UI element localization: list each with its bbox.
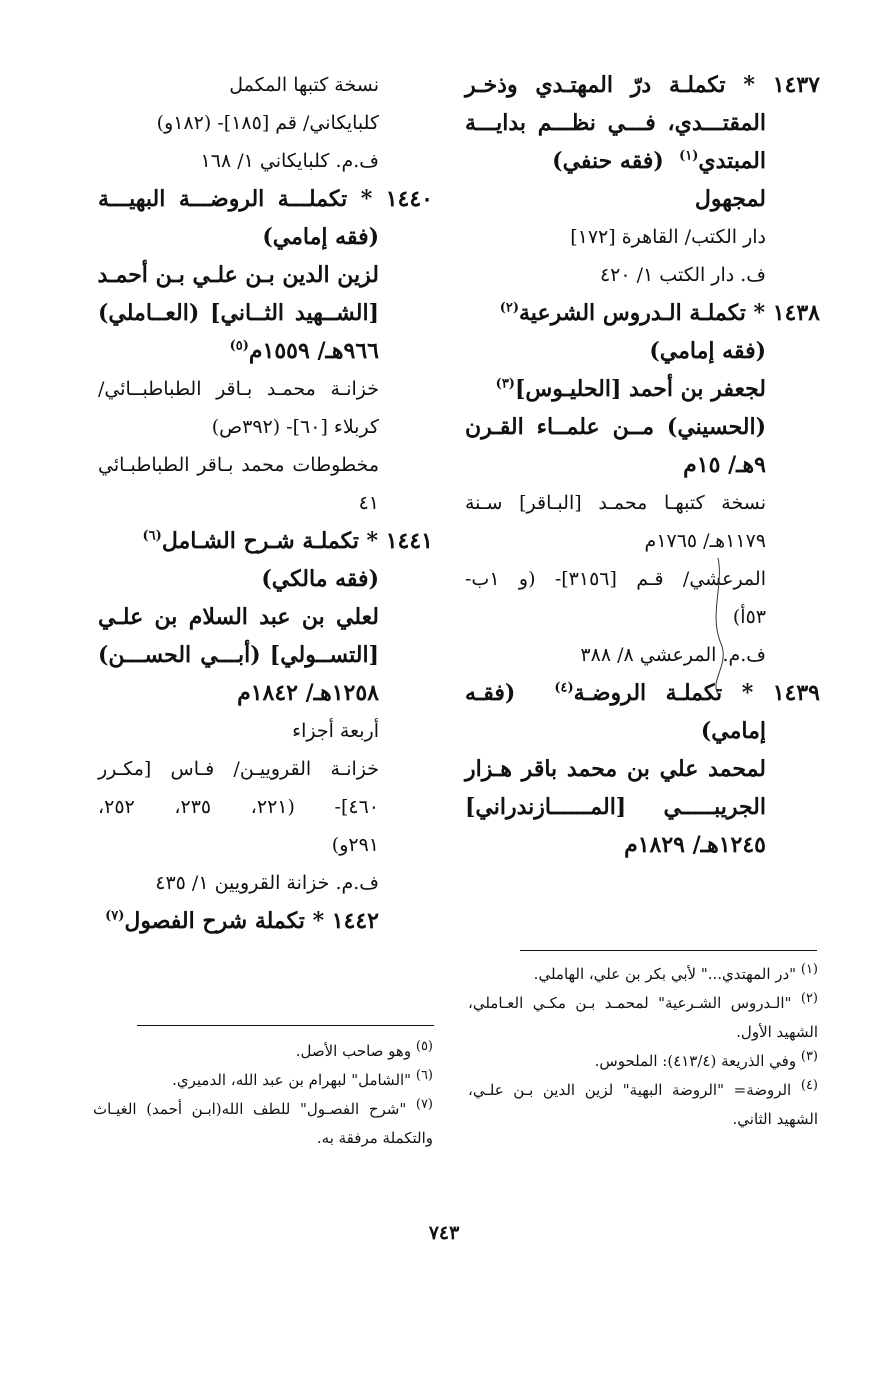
entry-line — [98, 256, 433, 294]
subject-label: (فقـه — [465, 680, 555, 706]
entry-text: ١٤٣٧ * تكملـة درّ المهتـدي وذخـر — [465, 72, 820, 98]
entry-text: ١٤٣٨ * تكملـة الـدروس الشرعية — [519, 300, 820, 326]
footnote-text: "شرح الفصـول" للطف الله(ابـن أحمد) الغيـاث — [93, 1100, 416, 1118]
subject-label: (فقه حنفي) — [552, 148, 680, 174]
footnote-ref: (٥) — [229, 338, 249, 354]
entry-line — [98, 864, 433, 902]
footnote-text: "در المهتدي..." لأبي بكر بن علي، الهاملي. — [533, 965, 801, 983]
entry-text: نسخة كتبها المكمل — [229, 74, 379, 96]
entry-text: ١٤٤٢ * تكملة شرح الفصول — [124, 908, 379, 934]
entry-text: نسخة كتبهـا محمـد [البـاقر] سـنة — [465, 492, 766, 514]
footnote-marker: (٢) — [800, 991, 818, 1006]
entry-line — [98, 636, 433, 674]
footnote-marker: (٥) — [415, 1039, 433, 1054]
entry-line — [98, 408, 433, 446]
entry-line — [465, 180, 820, 218]
entry-line — [465, 636, 820, 674]
footnote-text: "الـدروس الشـرعية" لمحمـد بـن مكـي العـاملي، — [468, 994, 801, 1012]
entry-line — [98, 446, 433, 484]
footnote-text: وهو صاحب الأصل. — [295, 1042, 416, 1060]
entry-line — [465, 294, 820, 332]
footnote-line — [468, 1105, 818, 1134]
entry-text: كربلاء [٦٠]- (٣٩٢ص) — [211, 416, 379, 438]
entry-line — [465, 446, 820, 484]
entry-text: ١٤٣٩ * تكملـة الروضـة — [573, 680, 820, 706]
pen-mark — [700, 556, 740, 696]
entry-text: ٩هـ/ ١٥م — [683, 452, 766, 478]
entry-text: خزانـة القروييـن/ فـاس [مكـرر — [98, 758, 379, 780]
footnote-ref: (٦) — [142, 528, 162, 544]
entry-line — [98, 180, 433, 218]
entry-line — [465, 408, 820, 446]
entry-line — [98, 370, 433, 408]
entry-line — [465, 104, 820, 142]
entry-line — [465, 712, 820, 750]
footnote-marker: (٦) — [415, 1068, 433, 1083]
entry-text: لجعفر بن أحمد [الحليـوس] — [514, 376, 766, 402]
entry-text: لعلي بن عبد السلام بن علـي — [98, 604, 379, 630]
entry-text: إمامي) — [700, 718, 766, 744]
footnote-marker: (١) — [800, 962, 818, 977]
footnote-line — [468, 989, 818, 1018]
entry-text: [الشــهيد الثــاني] (العــاملي) — [98, 300, 379, 326]
footnote-text: الروضة= "الروضة البهية" لزين الدين بـن علـي، — [468, 1081, 801, 1099]
footnote-line — [93, 1037, 433, 1066]
entry-text: لمجهول — [694, 186, 766, 212]
footnote-line — [468, 1047, 818, 1076]
entry-text: ٥٣أ) — [732, 606, 766, 628]
entry-text: المبتدي — [698, 148, 766, 174]
entry-text: ٤٦٠]- (٢٢١، ٢٣٥، ٢٥٢، — [98, 796, 379, 818]
entry-text: دار الكتب/ القاهرة [١٧٢] — [570, 226, 766, 248]
entry-text: ١٤٤٠ * تكملـــة الروضـــة البهيـــة — [98, 186, 433, 212]
entry-text: كلبايكاني/ قم [١٨٥]- (١٨٢و) — [156, 112, 379, 134]
entry-text: المقتـــدي، فـــي نظـــم بدايـــة — [465, 110, 766, 136]
footnote-ref: (٣) — [495, 376, 515, 392]
left-footnote-rule — [137, 1025, 434, 1026]
entry-text: ١٢٤٥هـ/ ١٨٢٩م — [624, 832, 766, 858]
entry-text: ف.م. خزانة القرويين ١/ ٤٣٥ — [155, 872, 379, 894]
footnote-ref: (١) — [679, 148, 699, 164]
entry-text: مخطوطات محمد بـاقر الطباطبـائي — [98, 454, 379, 476]
entry-line — [98, 66, 433, 104]
entry-line — [465, 142, 820, 180]
right-footnote-rule — [520, 950, 817, 951]
entry-text: (فقه مالكي) — [261, 566, 379, 592]
entry-line — [98, 522, 433, 560]
entry-line — [465, 674, 820, 712]
entry-text: لمحمد علي بن محمد باقر هـزار — [465, 756, 766, 782]
entry-line — [98, 484, 433, 522]
footnote-text: والتكملة مرفقة به. — [316, 1129, 433, 1147]
entry-line — [98, 104, 433, 142]
right-footnotes — [468, 960, 818, 1134]
entry-text: (الحسيني) مــن علمــاء القـرن — [465, 414, 766, 440]
footnote-line — [468, 1076, 818, 1105]
entry-line — [465, 370, 820, 408]
entry-text: [التســولي] (أبـــي الحســـن) — [98, 642, 379, 668]
entry-text: ف.م. المرعشي ٨/ ٣٨٨ — [580, 644, 766, 666]
entry-line — [465, 750, 820, 788]
footnote-line — [93, 1124, 433, 1153]
entry-line — [98, 142, 433, 180]
entry-line — [465, 522, 820, 560]
footnote-marker: (٤) — [800, 1078, 818, 1093]
entry-line — [98, 294, 433, 332]
entry-line — [98, 674, 433, 712]
left-column — [98, 66, 433, 940]
entry-line — [98, 826, 433, 864]
entry-text: (فقه إمامي) — [649, 338, 766, 364]
entry-line — [98, 598, 433, 636]
entry-line — [465, 598, 820, 636]
entry-line — [98, 218, 433, 256]
footnote-ref: (٧) — [105, 908, 125, 924]
entry-line — [98, 902, 433, 940]
footnote-line — [93, 1066, 433, 1095]
footnote-line — [468, 1018, 818, 1047]
entry-line — [465, 332, 820, 370]
entry-text: ٢٩١و) — [331, 834, 379, 856]
footnote-ref: (٤) — [554, 680, 574, 696]
page-number: ٧٤٣ — [428, 1222, 460, 1244]
footnote-text: وفي الذريعة (٤١٣/٤): الملحوس. — [594, 1052, 801, 1070]
entry-text: الجريبـــــي [المــــــازندراني] — [465, 794, 766, 820]
entry-text: ١١٧٩هـ/ ١٧٦٥م — [644, 530, 766, 552]
entry-text: أربعة أجزاء — [292, 720, 379, 742]
entry-text: ١٢٥٨هـ/ ١٨٤٢م — [237, 680, 379, 706]
footnote-text: "الشامل" لبهرام بن عبد الله، الدميري. — [172, 1071, 416, 1089]
entry-text: ف.م. كلبايكاني ١/ ١٦٨ — [200, 150, 379, 172]
entry-line — [98, 560, 433, 598]
footnote-text: الشهيد الأول. — [736, 1023, 818, 1041]
entry-line — [465, 484, 820, 522]
entry-line — [465, 560, 820, 598]
entry-text: المرعشي/ قـم [٣١٥٦]- (و ١ب- — [465, 568, 766, 590]
entry-line — [98, 750, 433, 788]
footnote-text: الشهيد الثاني. — [732, 1110, 818, 1128]
entry-line — [465, 218, 820, 256]
entry-text: خزانـة محمـد بـاقر الطباطبــائي/ — [98, 378, 379, 400]
footnote-line — [468, 960, 818, 989]
entry-text: (فقه إمامي) — [262, 224, 379, 250]
entry-text: ١٤٤١ * تكملـة شـرح الشـامل — [161, 528, 433, 554]
entry-line — [98, 788, 433, 826]
entry-line — [465, 66, 820, 104]
entry-line — [465, 788, 820, 826]
footnote-marker: (٣) — [800, 1049, 818, 1064]
entry-line — [98, 712, 433, 750]
entry-text: لزين الدين بـن علـي بـن أحمـد — [97, 262, 379, 288]
entry-line — [465, 256, 820, 294]
entry-text: ف. دار الكتب ١/ ٤٢٠ — [599, 264, 766, 286]
left-footnotes — [93, 1037, 433, 1153]
footnote-ref: (٢) — [499, 300, 520, 316]
entry-text: ٤١ — [358, 492, 379, 514]
right-column — [465, 66, 820, 864]
footnote-marker: (٧) — [415, 1097, 433, 1112]
entry-line — [465, 826, 820, 864]
footnote-line — [93, 1095, 433, 1124]
entry-line — [98, 332, 433, 370]
entry-text: ٩٦٦هـ/ ١٥٥٩م — [248, 338, 379, 364]
